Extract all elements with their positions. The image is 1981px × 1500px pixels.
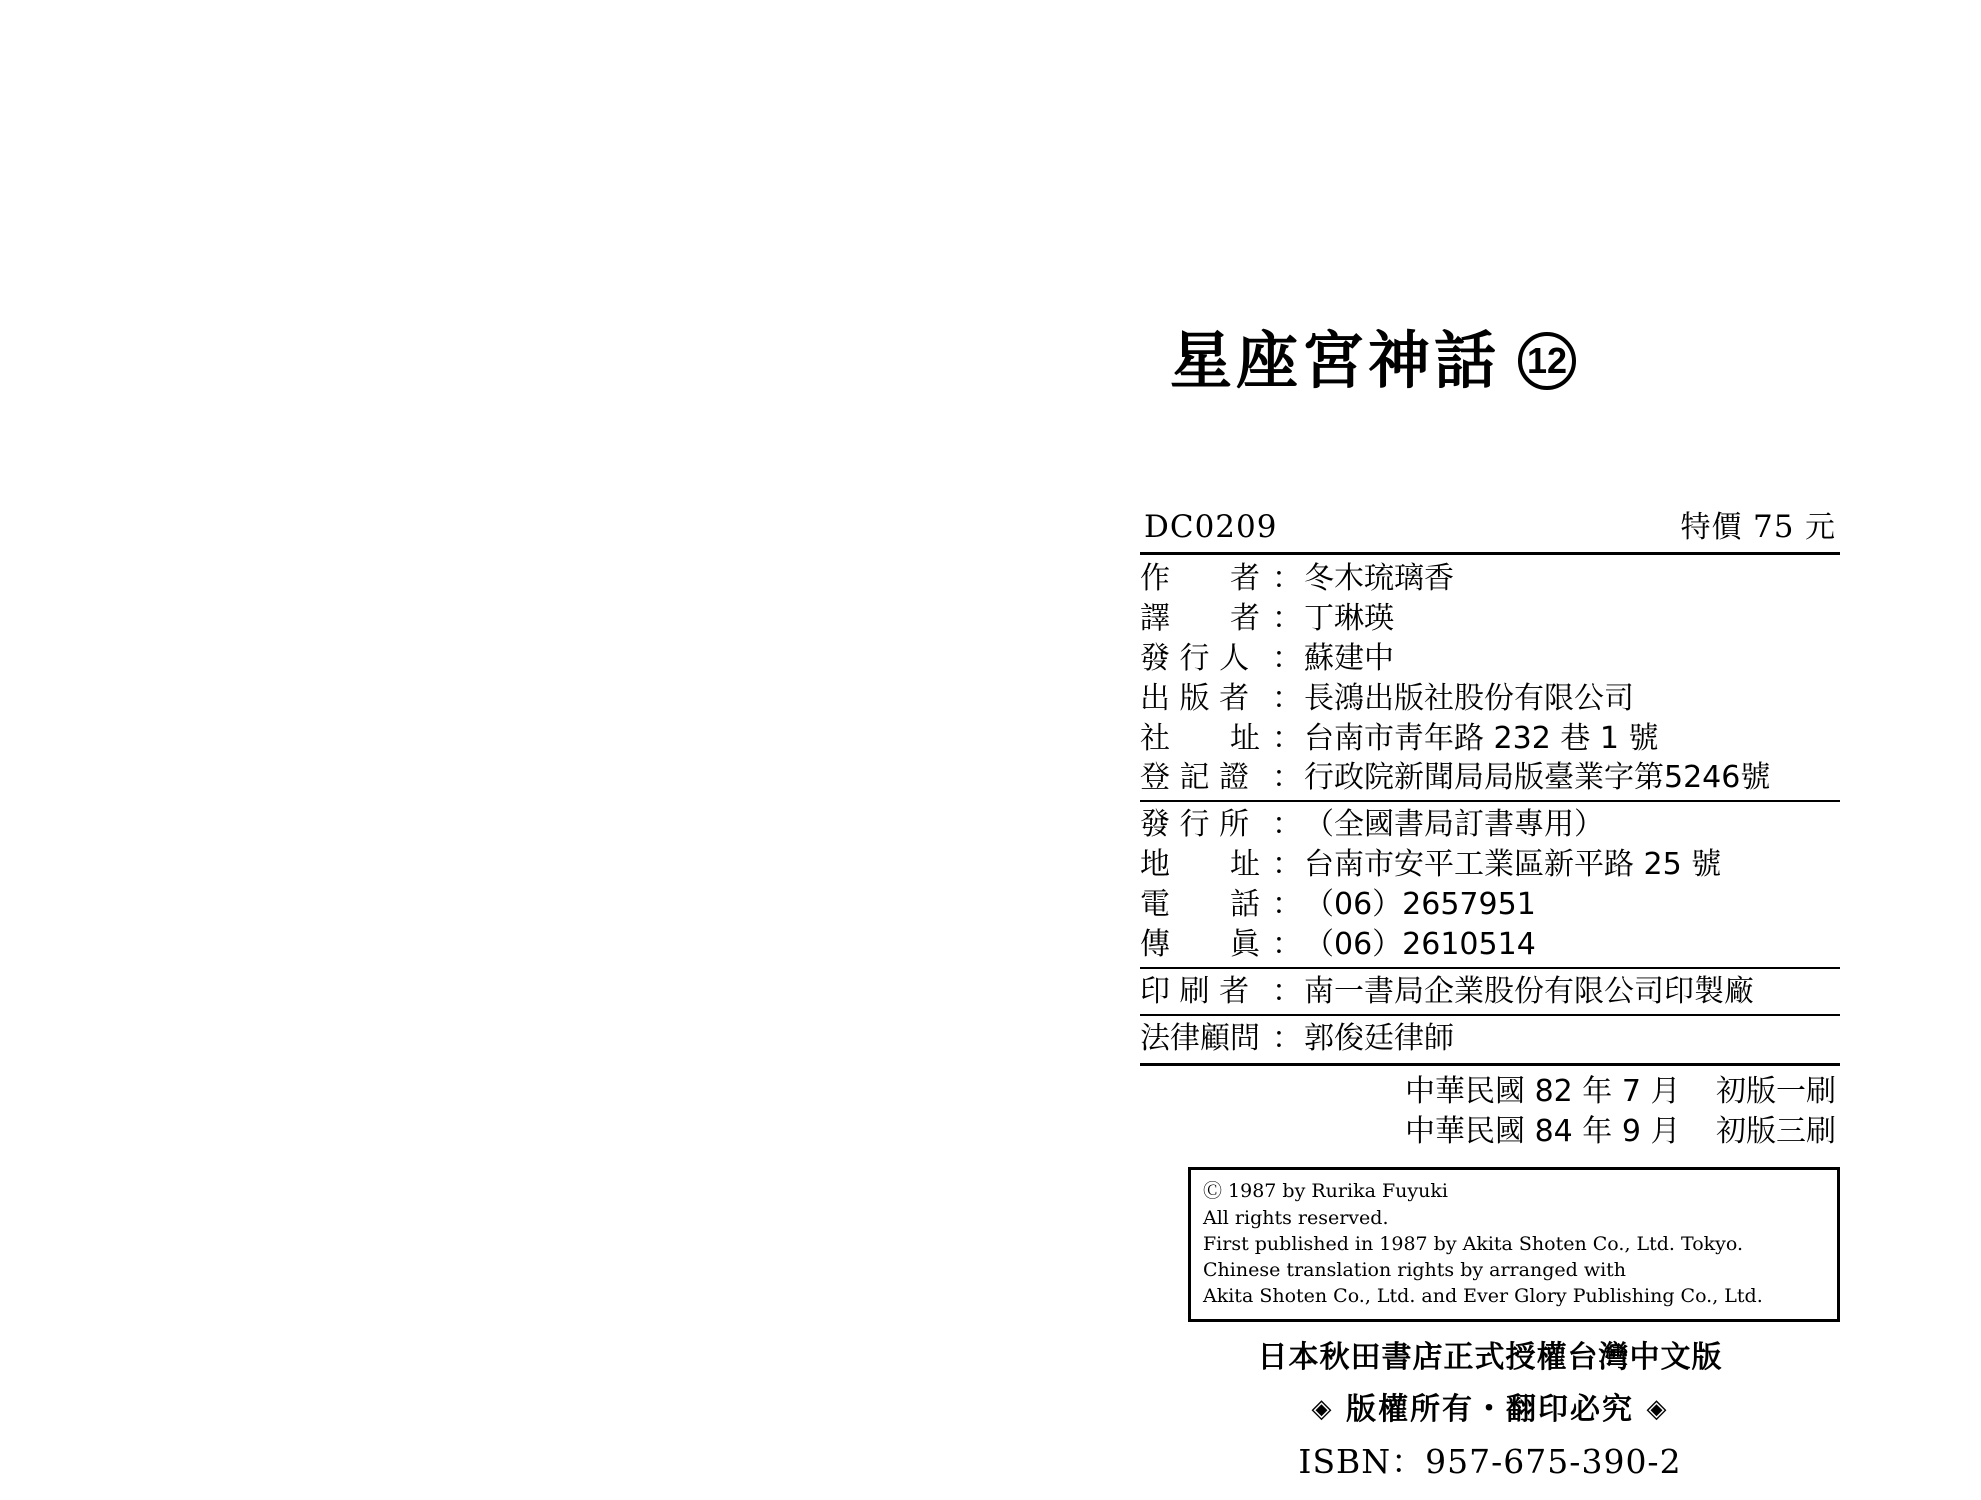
info-value: （06）2610514: [1304, 927, 1536, 963]
info-row: [1140, 845, 1840, 885]
info-label: 譯 者: [1140, 600, 1260, 636]
divider-fax: [1140, 967, 1840, 969]
print-date-row: [1140, 1072, 1836, 1113]
info-colon: ：: [1272, 760, 1302, 796]
info-value: 台南市靑年路 232 巷 1 號: [1304, 720, 1659, 756]
authorization-text: 日本秋田書店正式授權台灣中文版: [1257, 1340, 1723, 1376]
info-row: [1140, 972, 1840, 1012]
volume-number-badge: 12: [1518, 332, 1576, 390]
diamond-right-icon: ◈: [1646, 1394, 1669, 1425]
info-colon: ：: [1272, 1020, 1302, 1056]
colophon-block: [1140, 324, 1840, 1483]
info-colon: ：: [1272, 561, 1302, 596]
info-colon: ：: [1272, 973, 1302, 1009]
publication-info-list: [1140, 559, 1840, 1059]
price-unit: 元: [1805, 510, 1836, 545]
print-imprint: 初版一刷: [1716, 1073, 1836, 1109]
copyright-line: Ⓒ 1987 by Rurika Fuyuki: [1203, 1180, 1448, 1203]
info-value: 南一書局企業股份有限公司印製廠: [1304, 973, 1754, 1009]
print-date-row: [1140, 1112, 1836, 1153]
info-colon: ：: [1272, 887, 1302, 923]
info-label: 發 行 人: [1140, 640, 1250, 676]
print-dates: [1140, 1072, 1840, 1154]
info-value: （06）2657951: [1304, 887, 1536, 923]
info-label: 法律顧問: [1140, 1020, 1260, 1056]
info-value: 丁琳瑛: [1304, 600, 1394, 636]
book-title-row: [1170, 324, 1840, 397]
info-value: 行政院新聞局局版臺業字第5246號: [1304, 760, 1771, 796]
info-label: 登 記 證: [1140, 760, 1250, 796]
info-row: [1140, 758, 1840, 798]
info-row: [1140, 805, 1840, 845]
divider-dates: [1140, 1063, 1840, 1066]
info-colon: ：: [1272, 600, 1302, 636]
info-row: [1140, 719, 1840, 759]
copyright-line: All rights reserved.: [1203, 1206, 1389, 1229]
print-imprint: 初版三刷: [1716, 1114, 1836, 1150]
code-price-row: [1140, 502, 1840, 555]
info-value: 長鴻出版社股份有限公司: [1304, 680, 1634, 716]
info-label: 電 話: [1140, 887, 1260, 923]
copyright-notice-box: [1188, 1167, 1840, 1322]
price-value: 75: [1753, 509, 1795, 545]
info-colon: ：: [1272, 720, 1302, 756]
info-row: [1140, 925, 1840, 965]
info-value: 冬木琉璃香: [1304, 561, 1454, 596]
rights-reserved-text: 版權所有・翻印必究: [1346, 1392, 1634, 1428]
diamond-left-icon: ◈: [1311, 1394, 1334, 1425]
price-label: 特價: [1680, 510, 1743, 545]
page-title: 星座宮神話: [1170, 324, 1501, 397]
info-row: [1140, 885, 1840, 925]
copyright-line: Akita Shoten Co., Ltd. and Ever Glory Publishing Co., Ltd.: [1203, 1285, 1763, 1308]
info-colon: ：: [1272, 640, 1302, 676]
copyright-line: First published in 1987 by Akita Shoten Co., Ltd. Tokyo.: [1203, 1232, 1744, 1255]
rights-reserved-row: [1140, 1384, 1840, 1428]
info-label: 作 者: [1140, 561, 1260, 596]
info-row: [1140, 639, 1840, 679]
info-label: 社 址: [1140, 720, 1260, 756]
info-colon: ：: [1272, 680, 1302, 716]
copyright-line: Chinese translation rights by arranged with: [1203, 1258, 1627, 1281]
info-value: 台南市安平工業區新平路 25 號: [1304, 847, 1722, 883]
info-label: 印 刷 者: [1140, 973, 1250, 1009]
info-label: 傳 眞: [1140, 927, 1260, 963]
info-value: 郭俊廷律師: [1304, 1020, 1454, 1056]
info-label: 出 版 者: [1140, 680, 1250, 716]
info-value: 蘇建中: [1304, 640, 1394, 676]
divider-printer: [1140, 1014, 1840, 1016]
info-row: [1140, 1019, 1840, 1059]
info-row: [1140, 599, 1840, 639]
footer-block: [1140, 1332, 1840, 1483]
catalog-code: DC0209: [1144, 509, 1278, 545]
info-row: [1140, 559, 1840, 599]
print-date: 中華民國 82 年 7 月: [1405, 1073, 1681, 1109]
info-label: 發 行 所: [1140, 807, 1250, 843]
isbn-text: ISBN：957-675-390-2: [1298, 1442, 1682, 1482]
info-colon: ：: [1272, 847, 1302, 883]
info-colon: ：: [1272, 807, 1302, 843]
print-date: 中華民國 84 年 9 月: [1405, 1114, 1681, 1150]
info-label: 地 址: [1140, 847, 1260, 883]
info-row: [1140, 679, 1840, 719]
price-block: [1680, 502, 1836, 546]
divider-registration: [1140, 800, 1840, 802]
info-value: （全國書局訂書專用）: [1304, 807, 1604, 843]
info-colon: ：: [1272, 927, 1302, 963]
